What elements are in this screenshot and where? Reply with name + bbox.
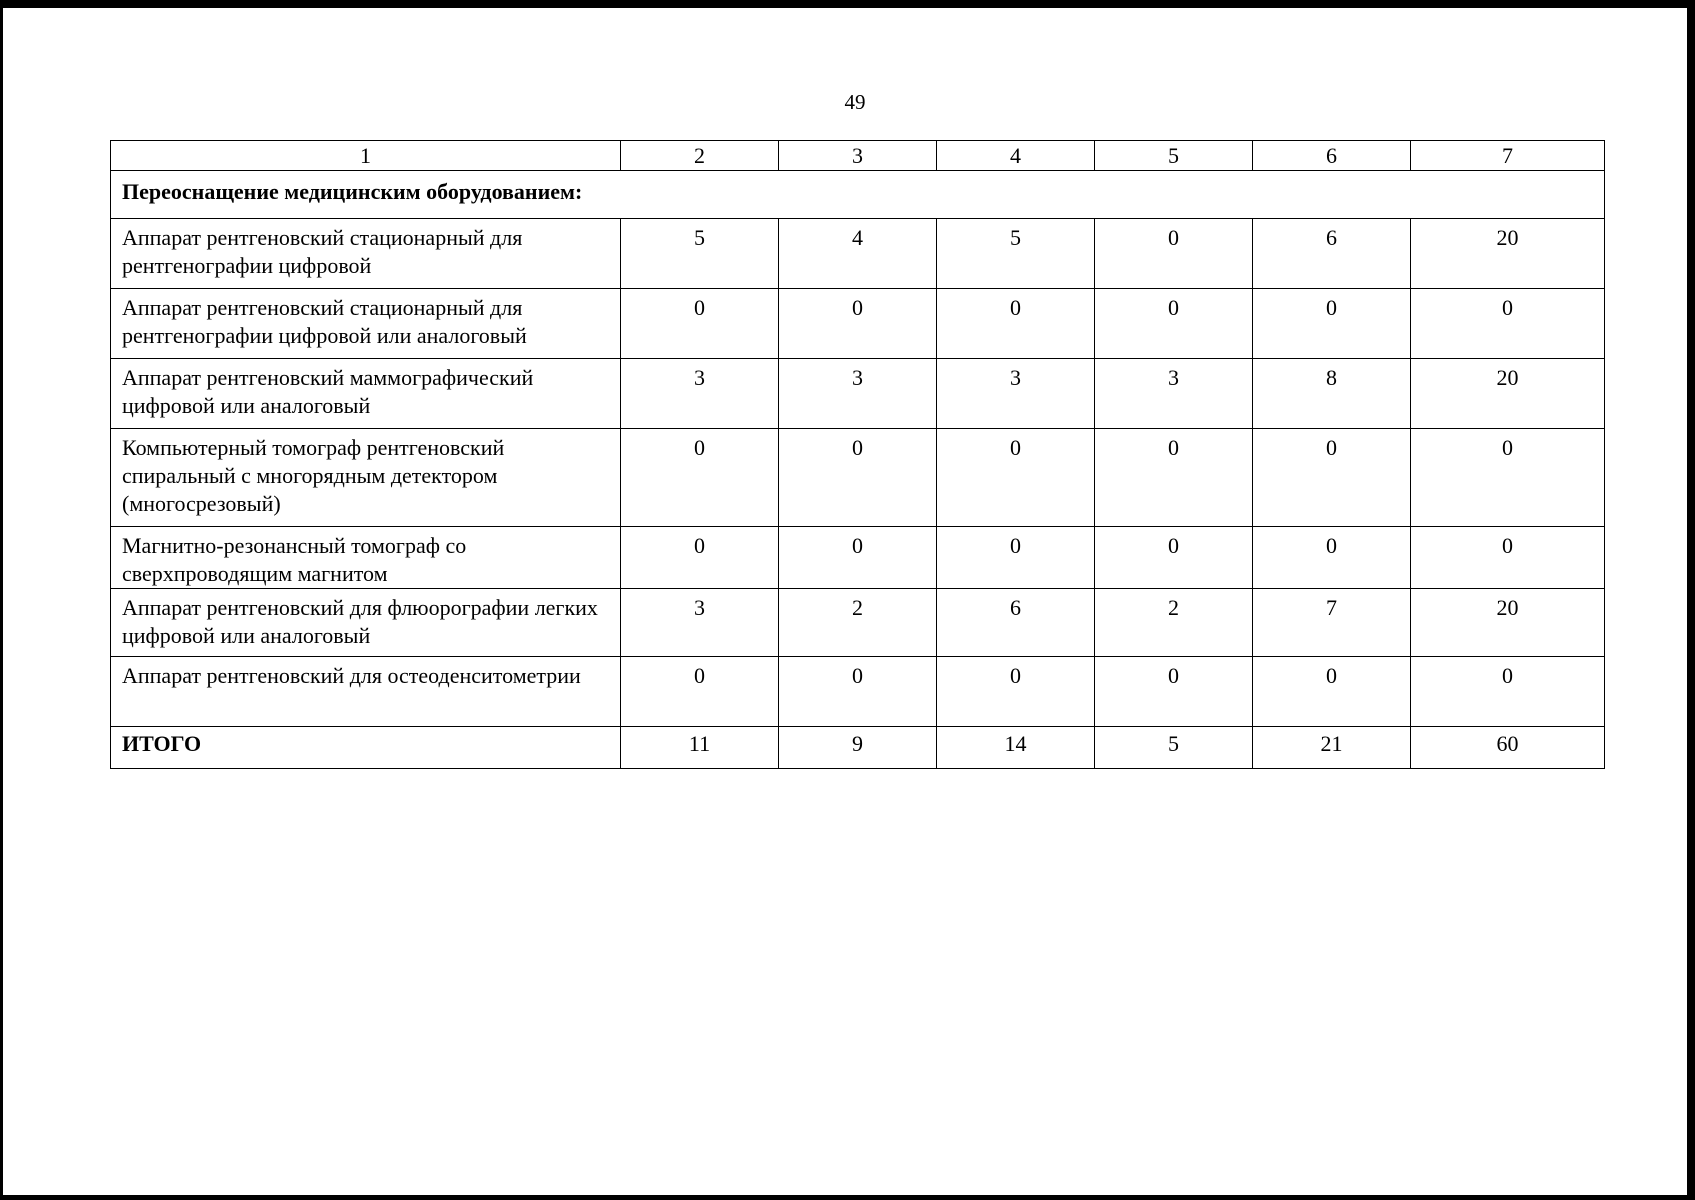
- equipment-name: Аппарат рентгеновский для флюорографии легких цифровой или аналоговый: [111, 589, 621, 657]
- header-cell: 7: [1411, 141, 1605, 171]
- value-cell: 3: [779, 359, 937, 429]
- total-value-cell: 11: [621, 727, 779, 769]
- total-value-cell: 9: [779, 727, 937, 769]
- value-cell: 2: [1095, 589, 1253, 657]
- value-cell: 0: [1411, 289, 1605, 359]
- total-value-cell: 5: [1095, 727, 1253, 769]
- value-cell: 0: [1095, 429, 1253, 527]
- value-cell: 7: [1253, 589, 1411, 657]
- table-row: [111, 657, 1605, 727]
- value-cell: 0: [779, 657, 937, 727]
- total-value-cell: 21: [1253, 727, 1411, 769]
- value-cell: 6: [1253, 219, 1411, 289]
- total-value-cell: 14: [937, 727, 1095, 769]
- value-cell: 5: [937, 219, 1095, 289]
- table-row: [111, 429, 1605, 527]
- page-number: 49: [844, 90, 866, 114]
- equipment-table: [110, 140, 1605, 769]
- value-cell: 0: [621, 429, 779, 527]
- equipment-name: Аппарат рентгеновский стационарный для рентгенографии цифровой: [111, 219, 621, 289]
- value-cell: 0: [1253, 527, 1411, 589]
- header-cell: 3: [779, 141, 937, 171]
- value-cell: 0: [937, 657, 1095, 727]
- value-cell: 0: [937, 527, 1095, 589]
- value-cell: 3: [937, 359, 1095, 429]
- value-cell: 0: [1253, 657, 1411, 727]
- value-cell: 0: [1095, 289, 1253, 359]
- value-cell: 0: [937, 289, 1095, 359]
- value-cell: 20: [1411, 589, 1605, 657]
- table-row: [111, 219, 1605, 289]
- page-border-bottom: [0, 1195, 1695, 1200]
- section-title: Переоснащение медицинским оборудованием:: [111, 171, 1605, 219]
- value-cell: 4: [779, 219, 937, 289]
- table-row: [111, 527, 1605, 589]
- value-cell: 0: [1095, 657, 1253, 727]
- equipment-name: Аппарат рентгеновский для остеоденситометрии: [111, 657, 621, 727]
- equipment-name: Магнитно-резонансный томограф со сверхпроводящим магнитом: [111, 527, 621, 589]
- table-row: [111, 289, 1605, 359]
- value-cell: 0: [1253, 429, 1411, 527]
- value-cell: 0: [1095, 527, 1253, 589]
- value-cell: 0: [1411, 657, 1605, 727]
- value-cell: 20: [1411, 359, 1605, 429]
- value-cell: 0: [1095, 219, 1253, 289]
- value-cell: 0: [621, 527, 779, 589]
- total-value-cell: 60: [1411, 727, 1605, 769]
- value-cell: 6: [937, 589, 1095, 657]
- page-border-left: [0, 0, 3, 1200]
- header-cell: 6: [1253, 141, 1411, 171]
- value-cell: 0: [1411, 527, 1605, 589]
- header-cell: 2: [621, 141, 779, 171]
- header-cell: 1: [111, 141, 621, 171]
- equipment-name: Компьютерный томограф рентгеновский спиральный с многорядным детектором (многосрезовый): [111, 429, 621, 527]
- page-border-right: [1687, 0, 1695, 1200]
- value-cell: 0: [621, 289, 779, 359]
- value-cell: 3: [621, 359, 779, 429]
- value-cell: 8: [1253, 359, 1411, 429]
- value-cell: 0: [779, 527, 937, 589]
- value-cell: 0: [1253, 289, 1411, 359]
- value-cell: 0: [937, 429, 1095, 527]
- section-row: [111, 171, 1605, 219]
- table-header-row: [111, 141, 1605, 171]
- total-label: ИТОГО: [111, 727, 621, 769]
- value-cell: 0: [1411, 429, 1605, 527]
- equipment-name: Аппарат рентгеновский стационарный для рентгенографии цифровой или аналоговый: [111, 289, 621, 359]
- value-cell: 3: [621, 589, 779, 657]
- header-cell: 4: [937, 141, 1095, 171]
- value-cell: 0: [779, 429, 937, 527]
- table-row: [111, 359, 1605, 429]
- value-cell: 2: [779, 589, 937, 657]
- value-cell: 5: [621, 219, 779, 289]
- value-cell: 3: [1095, 359, 1253, 429]
- value-cell: 20: [1411, 219, 1605, 289]
- value-cell: 0: [779, 289, 937, 359]
- header-cell: 5: [1095, 141, 1253, 171]
- table-row: [111, 589, 1605, 657]
- equipment-name: Аппарат рентгеновский маммографический цифровой или аналоговый: [111, 359, 621, 429]
- page-border-top: [0, 0, 1695, 8]
- total-row: [111, 727, 1605, 769]
- value-cell: 0: [621, 657, 779, 727]
